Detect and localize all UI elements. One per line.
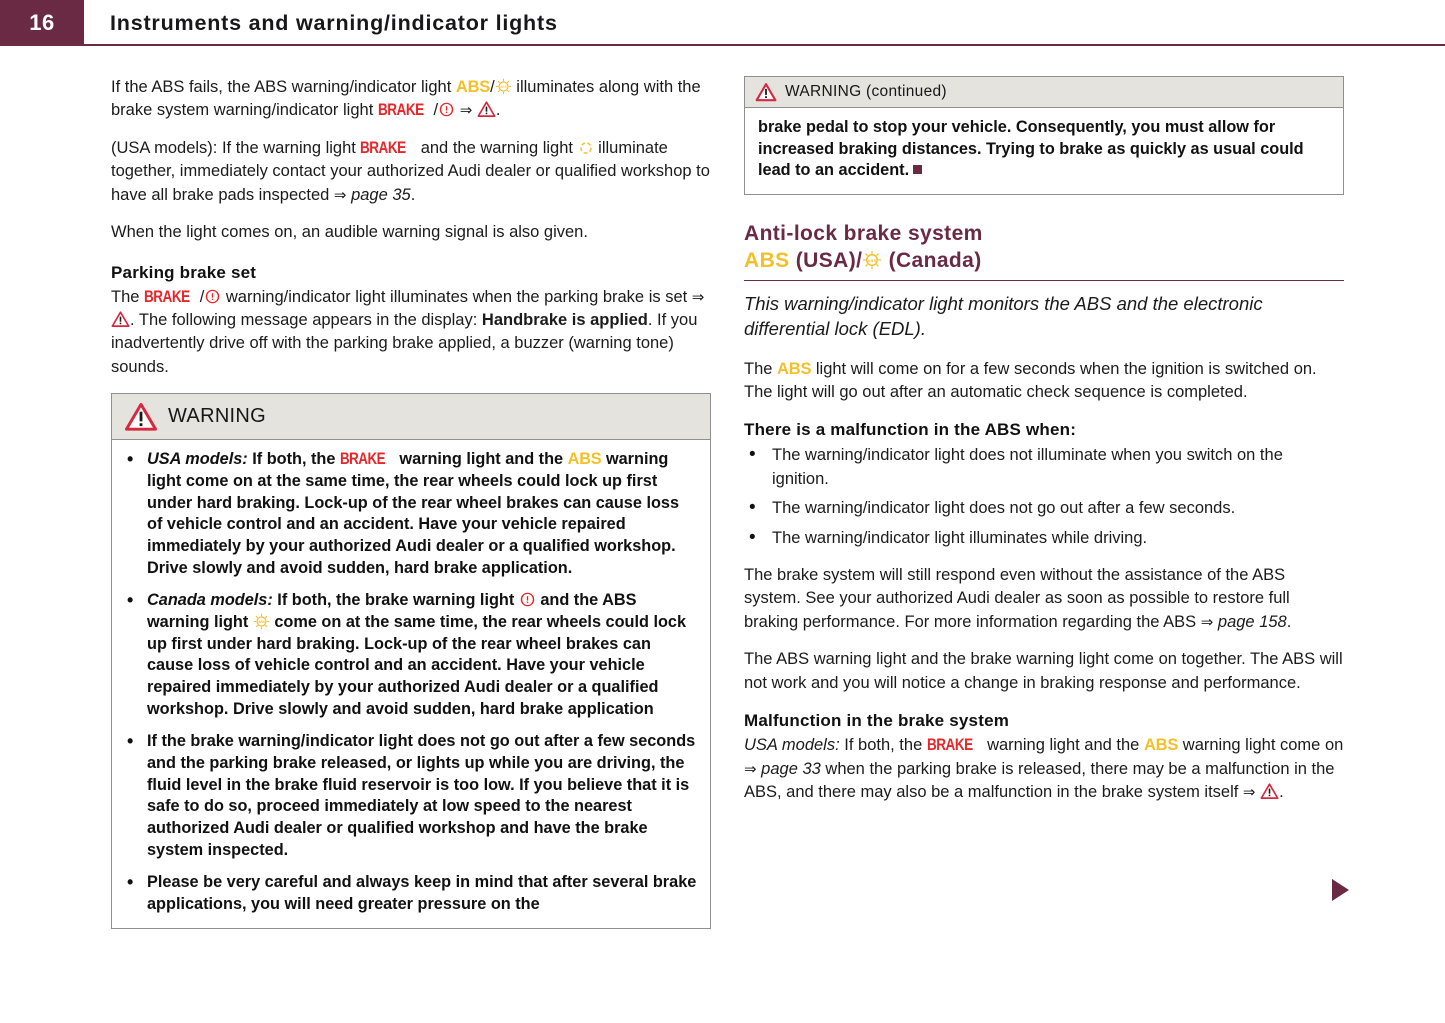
text-fragment: The brake system will still respond even without the assistance of the ABS system. See your authorized Audi dealer as soon as possible to restore full braking performance. For more information regarding the ABS bbox=[744, 566, 1290, 631]
warning-box-title: WARNING bbox=[168, 405, 267, 428]
text-fragment: If the ABS fails, the ABS warning/indicator light bbox=[111, 78, 456, 96]
paragraph-abs-light-check bbox=[744, 358, 1344, 405]
list-item: • The warning/indicator light does not go out after a few seconds. bbox=[744, 497, 1344, 520]
text-fragment: . bbox=[1279, 782, 1284, 801]
cross-reference-arrow: ⇒ bbox=[333, 186, 347, 204]
abs-label: ABS bbox=[567, 450, 602, 469]
page-number: 16 bbox=[0, 0, 84, 46]
brake-label: BRAKE bbox=[926, 736, 973, 755]
text-fragment: The bbox=[744, 359, 778, 378]
text-fragment: warning light and the bbox=[982, 736, 1144, 755]
brake-pad-wear-indicator-icon bbox=[578, 140, 594, 156]
text-fragment: The bbox=[111, 287, 145, 306]
brake-indicator-icon bbox=[204, 288, 221, 305]
right-column bbox=[744, 76, 1344, 929]
list-item: • The warning/indicator light illuminates while driving. bbox=[744, 527, 1344, 550]
text-fragment: (USA models): If the warning light bbox=[111, 138, 361, 157]
cross-reference-arrow: ⇒ bbox=[1242, 783, 1256, 801]
warning-bullet-canada bbox=[125, 590, 697, 720]
text-fragment: . The following message appears in the display: bbox=[130, 310, 482, 329]
text-fragment: / bbox=[490, 78, 495, 96]
text-fragment: illuminates along with the brake system warning/indicator light bbox=[111, 78, 701, 120]
text-fragment: If both, the bbox=[839, 736, 927, 755]
svg-text:ABS: ABS bbox=[257, 619, 265, 624]
warning-triangle-icon bbox=[1260, 782, 1279, 800]
continued-arrow-marker bbox=[1332, 879, 1349, 901]
paragraph-abs-and-brake-together: The ABS warning light and the brake warning light come on together. The ABS will not work and you will notice a change in braking response and performance. bbox=[744, 650, 1343, 692]
page-title: Instruments and warning/indicator lights bbox=[110, 10, 558, 35]
text-fragment: / bbox=[199, 287, 205, 306]
text-fragment: warning light come on at the same time, the rear wheels could lock up first under hard braking. Lock-up of the rear wheel brakes can cause loss of vehicle control and an accident. Have your vehicle repaired immediately by your authorized Audi dealer or a qualified workshop. Drive slowly and avoid sudden, hard brake application. bbox=[147, 450, 680, 577]
lead-italic: USA models: bbox=[147, 450, 248, 469]
abs-canada-indicator-icon bbox=[495, 78, 512, 95]
section-heading-anti-lock-brake-system bbox=[744, 221, 1344, 281]
brake-label: BRAKE bbox=[377, 101, 424, 120]
cross-reference-arrow: ⇒ bbox=[691, 288, 705, 306]
left-column bbox=[111, 76, 711, 929]
cross-reference-arrow: ⇒ bbox=[1200, 613, 1214, 631]
abs-label: ABS bbox=[777, 359, 812, 378]
paragraph-brake-system-responds bbox=[744, 564, 1344, 634]
subheading-malfunction-brake-system: Malfunction in the brake system bbox=[744, 711, 1010, 731]
text-fragment: warning/indicator light illuminates when the parking brake is set bbox=[221, 287, 692, 306]
header-rule bbox=[0, 44, 1445, 46]
lead-italic: Canada models: bbox=[147, 591, 273, 610]
warning-triangle-icon bbox=[755, 82, 777, 102]
abs-label: ABS bbox=[1143, 736, 1179, 755]
text-fragment: when the parking brake is released, there may be a malfunction in the ABS, and there may also be a malfunction in the brake system itself bbox=[744, 759, 1335, 801]
abs-canada-indicator-icon bbox=[862, 250, 882, 270]
text-fragment: warning light come on bbox=[1178, 736, 1344, 755]
lead-italic: USA models: bbox=[744, 736, 840, 755]
section-intro-italic: This warning/indicator light monitors the ABS and the electronic differential lock (EDL). bbox=[744, 292, 1263, 339]
page-reference[interactable]: page 35 bbox=[351, 185, 411, 204]
page-columns bbox=[0, 46, 1445, 929]
warning-box-body bbox=[112, 440, 710, 927]
paragraph-audible-signal: When the light comes on, an audible warning signal is also given. bbox=[111, 223, 588, 242]
list-item: • The warning/indicator light does not illuminate when you switch on the ignition. bbox=[744, 444, 1344, 491]
text-fragment: . bbox=[1286, 612, 1292, 631]
warning-box bbox=[111, 393, 711, 928]
section-rule bbox=[744, 280, 1344, 281]
text-fragment: illuminate together, immediately contact your authorized Audi dealer or qualified workshop to have all brake pads inspected bbox=[111, 138, 710, 204]
brake-label: BRAKE bbox=[360, 138, 407, 157]
warning-continued-body bbox=[745, 108, 1343, 194]
warning-continued-text bbox=[758, 117, 1330, 182]
display-message-text: Handbrake is applied bbox=[481, 310, 648, 329]
cross-reference-arrow: ⇒ bbox=[744, 760, 757, 778]
section-heading-line1: Anti-lock brake system bbox=[744, 222, 983, 246]
page-reference[interactable]: page 33 bbox=[761, 759, 821, 778]
page-reference[interactable]: page 158 bbox=[1217, 612, 1287, 631]
warning-continued-title: WARNING (continued) bbox=[785, 83, 947, 100]
warning-bullet-pedal-pressure: • Please be very careful and always keep in mind that after several brake applications, you will need greater pressure on the bbox=[125, 872, 697, 915]
warning-continued-header bbox=[745, 77, 1343, 108]
malfunction-conditions-list bbox=[744, 444, 1344, 550]
paragraph-abs-fails bbox=[111, 76, 711, 123]
text-fragment: If both, the bbox=[247, 450, 340, 469]
page-header bbox=[0, 0, 1445, 46]
text-fragment: and the ABS warning light bbox=[147, 591, 637, 631]
warning-triangle-icon bbox=[477, 100, 496, 118]
cross-reference-arrow: ⇒ bbox=[459, 102, 473, 120]
text-fragment: . bbox=[410, 185, 416, 204]
text-fragment: (USA)/ bbox=[789, 249, 863, 273]
end-of-section-marker bbox=[913, 165, 922, 174]
warning-continued-box bbox=[744, 76, 1344, 195]
abs-label: ABS bbox=[744, 249, 790, 273]
text-fragment: warning light and the bbox=[394, 450, 568, 469]
svg-text:ABS: ABS bbox=[499, 84, 507, 89]
paragraph-usa-models-brake-pads bbox=[111, 137, 711, 207]
text-fragment: . If you inadvertently drive off with the parking brake applied, a buzzer (warning tone) sounds. bbox=[111, 310, 698, 376]
brake-label: BRAKE bbox=[144, 287, 190, 306]
text-fragment: and the warning light bbox=[416, 138, 578, 157]
text-fragment: . bbox=[495, 101, 501, 120]
paragraph-parking-brake-detail bbox=[111, 286, 711, 380]
text-fragment: light will come on for a few seconds when the ignition is switched on. The light will go out after an automatic check sequence is completed. bbox=[744, 359, 1317, 401]
text-fragment: (Canada) bbox=[882, 249, 982, 273]
section-heading-line2 bbox=[744, 247, 1344, 274]
subheading-malfunction-abs: There is a malfunction in the ABS when: bbox=[744, 420, 1077, 440]
abs-label: ABS bbox=[455, 78, 491, 96]
subheading-parking-brake-set: Parking brake set bbox=[111, 262, 257, 282]
paragraph-usa-models-malfunction bbox=[744, 734, 1344, 804]
text-fragment: come on at the same time, the rear wheels could lock up first under hard braking. Lock-up of the rear wheel brakes can cause loss of vehicle control and an accident. Have your vehicle repaired immediately by your authorized Audi dealer or a qualified workshop. Drive slowly and avoid sudden, hard brake application bbox=[147, 612, 687, 718]
warning-bullet-usa bbox=[125, 449, 697, 579]
warning-triangle-icon bbox=[111, 310, 130, 328]
brake-label: BRAKE bbox=[339, 450, 385, 469]
text-fragment: brake pedal to stop your vehicle. Consequently, you must allow for increased braking distances. Trying to brake as quickly as usual could lead to an accident. bbox=[758, 118, 1304, 180]
header-title-wrap bbox=[84, 0, 1445, 46]
warning-triangle-icon bbox=[124, 401, 158, 432]
warning-bullet-fluid-level: • If the brake warning/indicator light does not go out after a few seconds and the parking brake released, or lights up while you are driving, the fluid level in the brake fluid reservoir is too low. If you believe that it is safe to do so, proceed immediately at low speed to the nearest authorized Audi dealer or qualified workshop and have the brake system inspected. bbox=[125, 731, 697, 861]
warning-box-header bbox=[112, 394, 710, 440]
text-fragment: If both, the brake warning light bbox=[272, 591, 519, 610]
brake-indicator-icon bbox=[519, 591, 536, 608]
abs-canada-indicator-icon bbox=[253, 613, 270, 630]
svg-text:ABS: ABS bbox=[867, 259, 877, 264]
text-fragment: / bbox=[433, 101, 439, 120]
brake-indicator-icon bbox=[438, 101, 455, 118]
